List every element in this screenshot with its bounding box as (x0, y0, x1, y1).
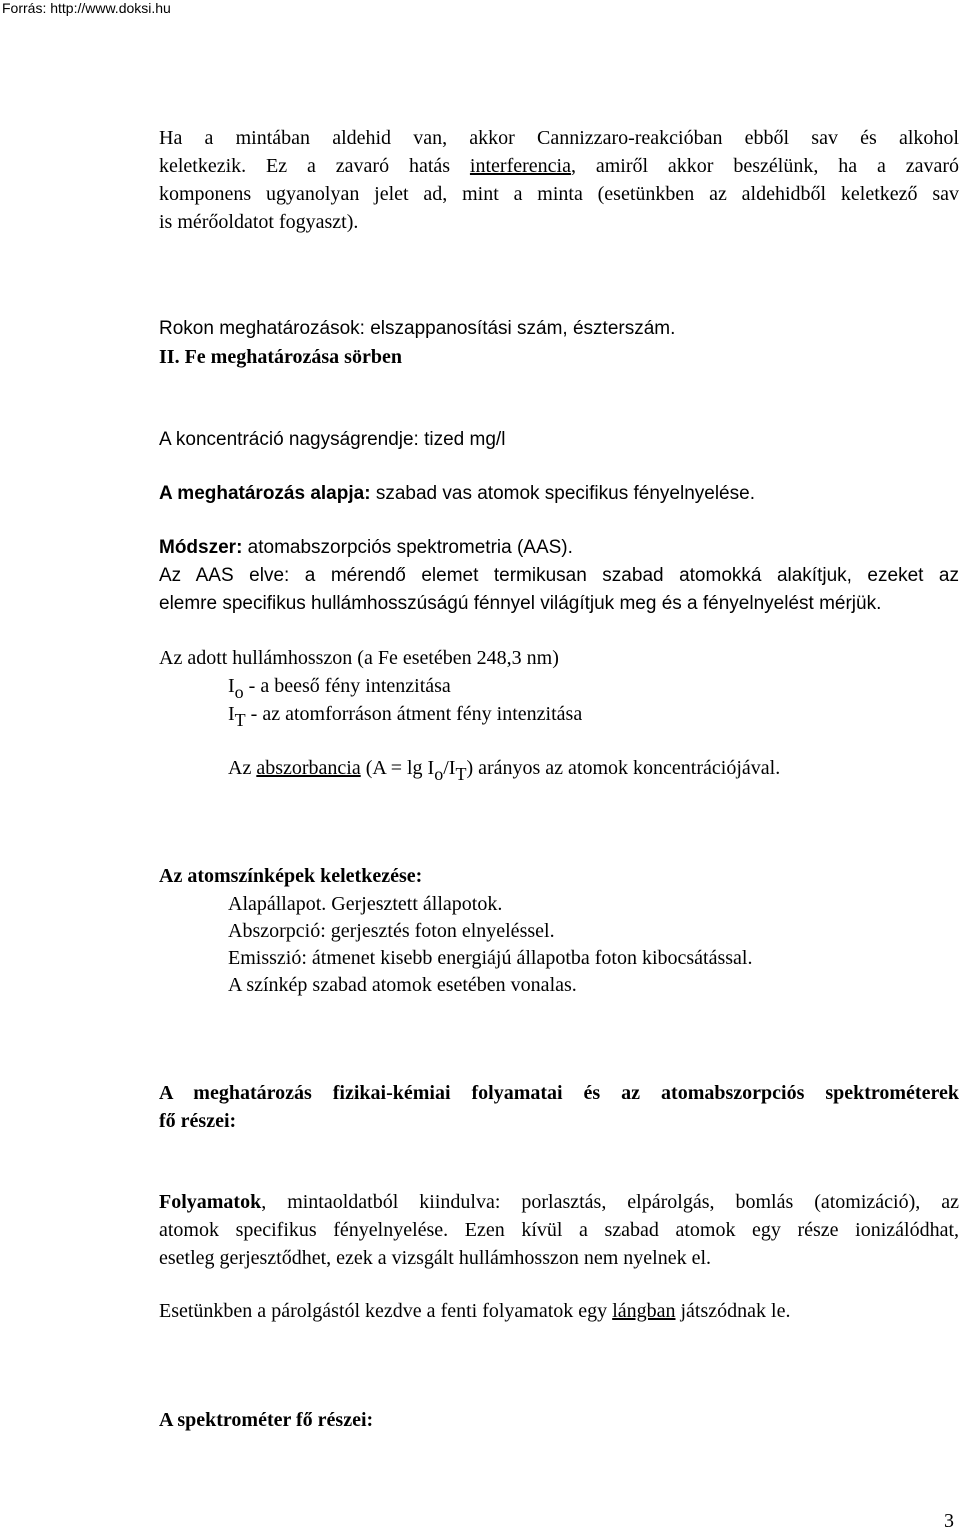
aas-principle (159, 562, 959, 618)
text-line: keletkezik. Ez a zavaró hatás interferencia, amiről akkor beszélünk, ha a zavaró (159, 155, 959, 177)
list-item: Abszorpció: gerjesztés foton elnyeléssel. (228, 920, 555, 942)
wavelength-intro: Az adott hullámhosszon (a Fe esetében 248,3 nm) (159, 647, 559, 669)
physchem-heading (159, 1079, 959, 1135)
text-line: A meghatározás fizikai-kémiai folyamatai és az atomabszorpciós spektrométerek (159, 1082, 959, 1104)
paragraph-interference (159, 124, 959, 236)
text-line: Az AAS elve: a mérendő elemet termikusan szabad atomokká alakítjuk, ezeket az (159, 565, 959, 586)
text-line: fő részei: (159, 1110, 237, 1132)
basis-line: A meghatározás alapja: szabad vas atomok specifikus fényelnyelése. (159, 483, 755, 504)
absorbance-term: abszorbancia (256, 757, 361, 779)
section-heading-fe: II. Fe meghatározása sörben (159, 346, 402, 368)
text-line: is mérőoldatot fogyaszt). (159, 211, 359, 233)
absorbance-line: Az abszorbancia $(A = \lg I_o/I_T)$ arányos az atomok koncentrációjával. (228, 757, 781, 784)
text-line: esetleg gerjesztődhet, ezek a vizsgált hullámhosszon nem nyelnek el. (159, 1247, 712, 1269)
page-number: 3 (944, 1510, 954, 1532)
related-determinations: Rokon meghatározások: elszappanosítási szám, észterszám. (159, 318, 676, 339)
text-line: Folyamatok, mintaoldatból kiindulva: porlasztás, elpárolgás, bomlás (atomizáció), az (159, 1191, 959, 1213)
text-line: elemre specifikus hullámhosszúságú fénnyel világítjuk meg és a fényelnyelést mérjük. (159, 593, 882, 614)
incident-intensity: $I_o$ - a beeső fény intenzitása (228, 675, 451, 702)
list-item: A színkép szabad atomok esetében vonalas. (228, 974, 577, 996)
spectrometer-heading: A spektrométer fő részei: (159, 1409, 374, 1431)
concentration-line: A koncentráció nagyságrendje: tized mg/l (159, 429, 506, 450)
flame-line: Esetünkben a párolgástól kezdve a fenti folyamatok egy lángban játszódnak le. (159, 1300, 791, 1322)
list-item: Emisszió: átmenet kisebb energiájú állapotba foton kibocsátással. (228, 947, 753, 969)
atomic-spectra-heading: Az atomszínképek keletkezése: (159, 865, 423, 887)
processes-label: Folyamatok (159, 1191, 262, 1213)
transmitted-intensity: $I_T$ - az atomforráson átment fény intenzitása (228, 703, 583, 730)
interference-term: interferencia (469, 155, 571, 177)
text-line: atomok specifikus fényelnyelése. Ezen kívül a szabad atomok egy része ionizálódhat, (159, 1219, 959, 1241)
source-header: Forrás: http://www.doksi.hu (2, 0, 171, 16)
text-line: komponens ugyanolyan jelet ad, mint a minta (esetünkben az aldehidből keletkező sav (159, 183, 959, 205)
flame-term: lángban (612, 1300, 676, 1322)
method-line: Módszer: atomabszorpciós spektrometria (AAS). (159, 537, 573, 558)
method-label: Módszer: (159, 537, 243, 558)
processes-paragraph (159, 1188, 959, 1272)
basis-label: A meghatározás alapja: (159, 483, 371, 504)
list-item: Alapállapot. Gerjesztett állapotok. (228, 893, 503, 915)
text-line: Ha a mintában aldehid van, akkor Cannizzaro-reakcióban ebből sav és alkohol (159, 127, 959, 149)
